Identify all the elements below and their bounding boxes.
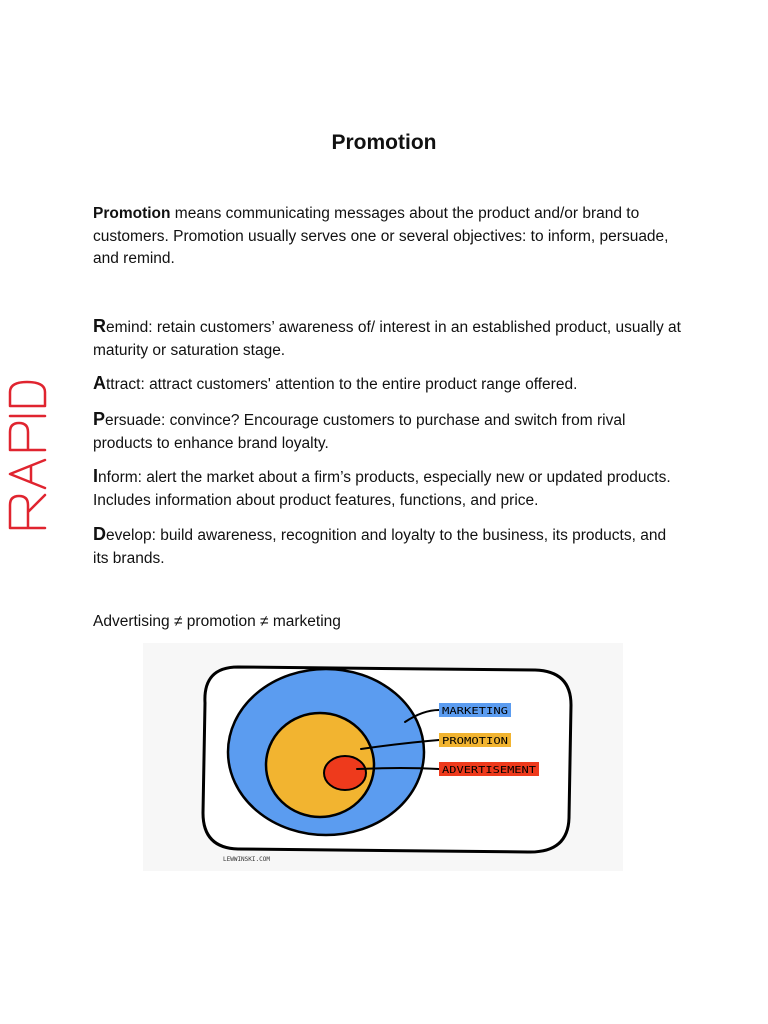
advertisement-leader-line xyxy=(357,768,439,769)
rapid-letter-d xyxy=(10,382,45,406)
intro-text: means communicating messages about the product and/or brand to customers. Promotion usually serves one or several objectives: to inform, persuade, and remind. xyxy=(93,205,669,267)
item-letter: P xyxy=(93,409,106,429)
advertisement-label: ADVERTISEMENT xyxy=(442,765,536,776)
marketing-label: MARKETING xyxy=(442,706,508,717)
item-text: ersuade: convince? Encourage customers to purchase and switch from rival products to enhance brand loyalty. xyxy=(93,412,626,452)
intro-paragraph xyxy=(93,203,683,271)
rapid-letter-r xyxy=(10,495,45,528)
rapid-handwritten-note xyxy=(4,378,50,534)
rapid-item-inform xyxy=(93,465,683,512)
rapid-item-persuade xyxy=(93,408,683,455)
rapid-item-remind xyxy=(93,315,683,362)
nested-circles-diagram xyxy=(143,643,623,871)
advertisement-circle xyxy=(324,756,366,790)
comparison-line: Advertising ≠ promotion ≠ marketing xyxy=(93,613,341,630)
intro-term: Promotion xyxy=(93,205,171,222)
rapid-letter-p xyxy=(10,423,45,450)
item-letter: I xyxy=(93,466,99,486)
item-text: ttract: attract customers' attention to the entire product range offered. xyxy=(106,376,578,393)
promotion-label: PROMOTION xyxy=(442,736,508,747)
item-letter: D xyxy=(93,524,106,544)
item-text: nform: alert the market about a firm’s products, especially new or updated products. Includes information about product features, functions, and price. xyxy=(93,469,671,509)
rapid-item-attract xyxy=(93,372,683,397)
rapid-item-develop xyxy=(93,523,683,570)
item-text: emind: retain customers’ awareness of/ interest in an established product, usually at maturity or saturation stage. xyxy=(93,319,681,359)
rapid-letter-a xyxy=(10,460,45,488)
item-text: evelop: build awareness, recognition and loyalty to the business, its products, and its brands. xyxy=(93,527,667,567)
page-title: Promotion xyxy=(331,131,437,154)
item-letter: R xyxy=(93,316,106,336)
diagram-credit: LEWWINSKI.COM xyxy=(223,856,270,863)
item-letter: A xyxy=(93,373,106,393)
